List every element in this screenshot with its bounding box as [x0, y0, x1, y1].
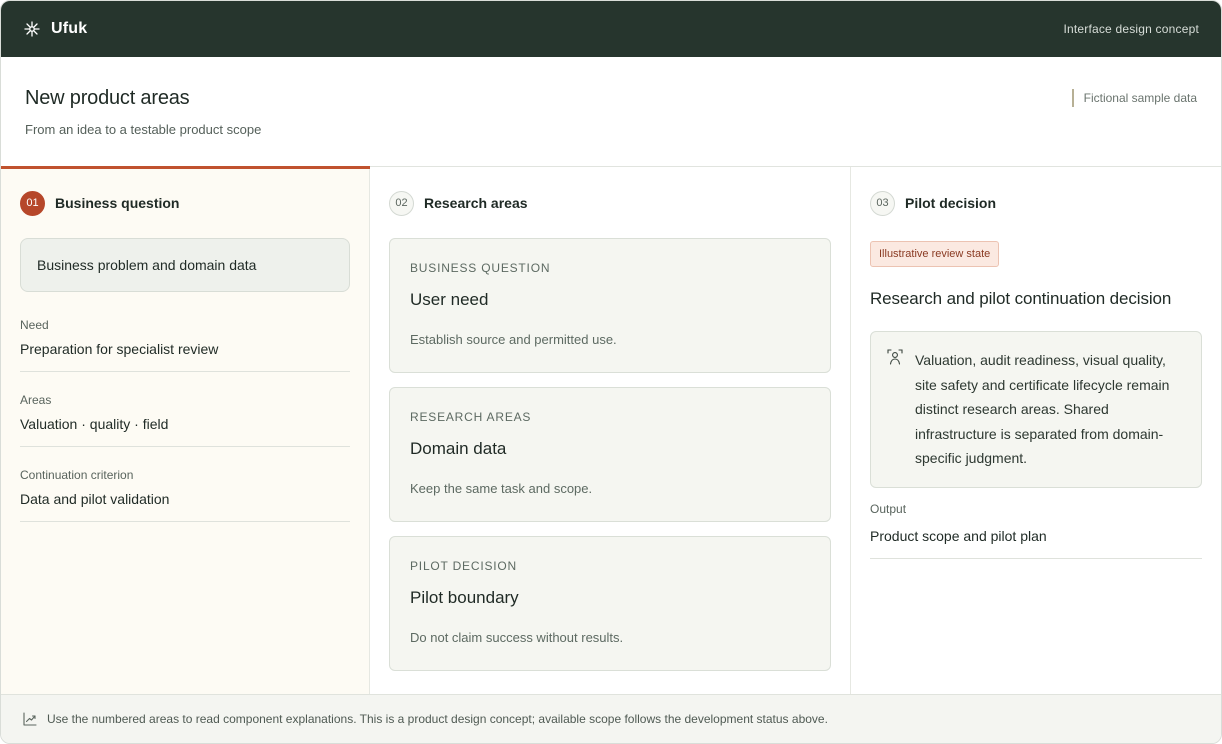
card-title: Domain data	[410, 439, 507, 458]
field-continuation-criterion	[20, 468, 350, 522]
chart-trend-icon	[23, 712, 37, 726]
field-areas	[20, 393, 350, 447]
card-text: Establish source and permitted use.	[410, 332, 617, 347]
review-state-badge: Illustrative review state	[870, 241, 999, 267]
research-card-user-need[interactable]	[389, 238, 831, 373]
card-text: Keep the same task and scope.	[410, 481, 593, 496]
card-title: Pilot boundary	[410, 588, 519, 607]
brand[interactable]	[23, 20, 87, 38]
field-label: Areas	[20, 393, 52, 407]
step-number: 03	[870, 191, 895, 216]
footer-hint	[1, 694, 1221, 743]
top-bar	[1, 1, 1221, 57]
field-need	[20, 318, 350, 372]
page-title: New product areas	[25, 87, 190, 109]
page-subtitle: From an idea to a testable product scope	[25, 122, 262, 137]
app-name: Ufuk	[51, 20, 88, 37]
field-value: Data and pilot validation	[20, 491, 170, 507]
person-focus-icon	[887, 349, 903, 365]
card-title: User need	[410, 290, 489, 309]
step-pilot-decision[interactable]	[851, 167, 1221, 695]
app-tagline: Interface design concept	[1063, 22, 1199, 36]
step-columns	[1, 167, 1221, 695]
field-value: Preparation for specialist review	[20, 341, 219, 357]
research-card-pilot-boundary[interactable]	[389, 536, 831, 671]
step-business-question[interactable]	[1, 167, 370, 695]
card-text: Do not claim success without results.	[410, 630, 624, 645]
sample-data-note: Fictional sample data	[1072, 89, 1197, 107]
card-kicker: PILOT DECISION	[410, 559, 518, 573]
step-header	[20, 191, 350, 215]
step-number: 02	[389, 191, 414, 216]
step-number: 01	[20, 191, 45, 216]
card-kicker: RESEARCH AREAS	[410, 410, 532, 424]
field-label: Need	[20, 318, 49, 332]
decision-title: Research and pilot continuation decision	[870, 289, 1172, 308]
page-header	[1, 57, 1221, 167]
step-label: Business question	[55, 195, 180, 211]
step-header	[870, 191, 1202, 215]
field-value: Product scope and pilot plan	[870, 527, 1047, 544]
step-label: Pilot decision	[905, 195, 997, 211]
field-value: Valuation · quality · field	[20, 416, 169, 432]
footer-text: Use the numbered areas to read component explanations. This is a product design concept; available scope follows the development status above.	[47, 712, 828, 726]
output-field	[870, 502, 1202, 559]
research-card-domain-data[interactable]	[389, 387, 831, 522]
business-problem-box[interactable]: Business problem and domain data	[20, 238, 350, 292]
decision-note-text: Valuation, audit readiness, visual quality, site safety and certificate lifecycle remain distinct research areas. Shared infrastructure is separated from domain-specific judgment.	[915, 352, 1170, 466]
card-kicker: BUSINESS QUESTION	[410, 261, 551, 275]
field-label: Output	[870, 501, 907, 516]
step-label: Research areas	[424, 195, 528, 211]
field-label: Continuation criterion	[20, 468, 134, 482]
step-research-areas[interactable]	[370, 167, 851, 695]
sparkle-icon	[23, 20, 41, 38]
research-card-list	[389, 238, 831, 671]
field-list	[20, 318, 350, 522]
step-header	[389, 191, 831, 215]
decision-note	[870, 331, 1202, 488]
